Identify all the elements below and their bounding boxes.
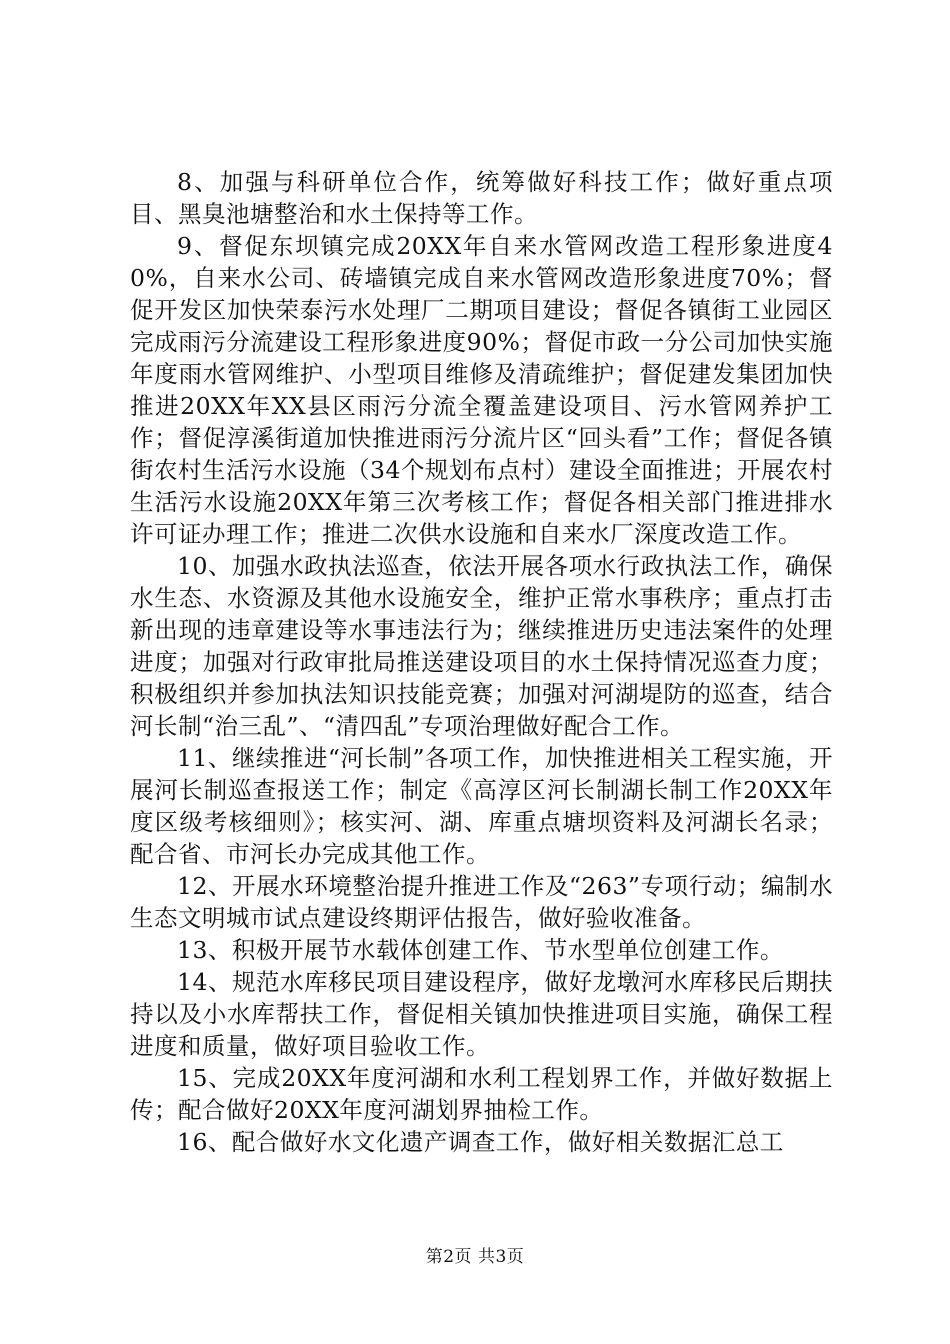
page-number-footer: 第2页 共3页 (425, 1247, 525, 1267)
paragraph-item-15: 15、完成20XX年度河湖和水利工程划界工作，并做好数据上传；配合做好20XX年度河湖划界抽检工作。 (130, 1064, 833, 1124)
paragraph-item-14: 14、规范水库移民项目建设程序，做好龙墩河水库移民后期扶持以及小水库帮扶工作，督促相关镇加快推进项目实施，确保工程进度和质量，做好项目验收工作。 (130, 968, 833, 1060)
paragraph-item-11: 11、继续推进“河长制”各项工作，加快推进相关工程实施，开展河长制巡查报送工作；制定《高淳区河长制湖长制工作20XX年度区级考核细则》；核实河、湖、库重点塘坝资料及河湖长名录；配合省、市河长办完成其他工作。 (130, 744, 833, 868)
paragraph-item-8: 8、加强与科研单位合作，统筹做好科技工作；做好重点项目、黑臭池塘整治和水土保持等工作。 (130, 168, 833, 228)
document-body (130, 166, 833, 1158)
paragraph-item-12: 12、开展水环境整治提升推进工作及“263”专项行动；编制水生态文明城市试点建设终期评估报告，做好验收准备。 (130, 872, 833, 932)
paragraph-item-9: 9、督促东坝镇完成20XX年自来水管网改造工程形象进度40%，自来水公司、砖墙镇完成自来水管网改造形象进度70%；督促开发区加快荣泰污水处理厂二期项目建设；督促各镇街工业园区完成雨污分流建设工程形象进度90%；督促市政一分公司加快实施年度雨水管网维护、小型项目维修及清疏维护；督促建发集团加快推进20XX年XX县区雨污分流全覆盖建设项目、污水管网养护工作；督促淳溪街道加快推进雨污分流片区“回头看”工作；督促各镇街农村生活污水设施（34个规划布点村）建设全面推进；开展农村生活污水设施20XX年第三次考核工作；督促各相关部门推进排水许可证办理工作；推进二次供水设施和自来水厂深度改造工作。 (130, 232, 833, 548)
paragraph-item-13: 13、积极开展节水载体创建工作、节水型单位创建工作。 (177, 936, 784, 964)
paragraph-item-16: 16、配合做好水文化遗产调查工作，做好相关数据汇总工 (177, 1128, 784, 1156)
paragraph-item-10: 10、加强水政执法巡查，依法开展各项水行政执法工作，确保水生态、水资源及其他水设施安全，维护正常水事秩序；重点打击新出现的违章建设等水事违法行为；继续推进历史违法案件的处理进度；加强对行政审批局推送建设项目的水土保持情况巡查力度；积极组织并参加执法知识技能竞赛；加强对河湖堤防的巡查，结合河长制“治三乱”、“清四乱”专项治理做好配合工作。 (130, 552, 833, 740)
